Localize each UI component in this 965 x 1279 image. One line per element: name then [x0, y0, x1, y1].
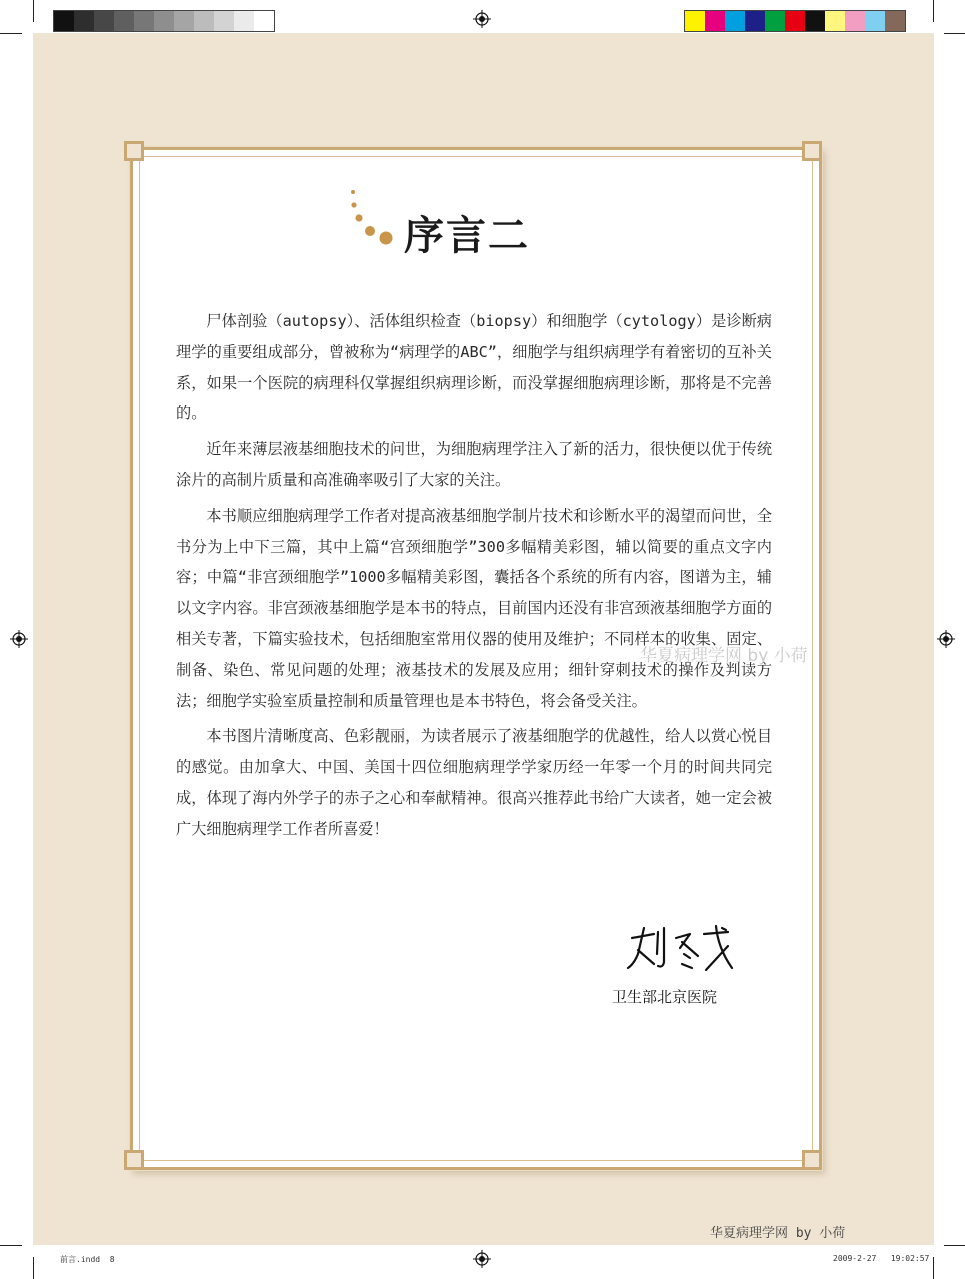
color-swatch: [705, 11, 725, 31]
crop-mark: [933, 1257, 934, 1279]
color-swatch: [745, 11, 765, 31]
paragraph: 近年来薄层液基细胞技术的问世，为细胞病理学注入了新的活力，很快便以优于传统涂片的高制片质量和高准确率吸引了大家的关注。: [176, 440, 772, 489]
color-swatch: [685, 11, 705, 31]
crop-mark: [0, 33, 22, 34]
slug-page: 8: [109, 1255, 115, 1264]
color-swatch: [234, 11, 254, 31]
decorative-dots-icon: [348, 186, 398, 246]
paragraph: 尸体剖验（autopsy）、活体组织检查（biopsy）和细胞学（cytology）是诊断病理学的重要组成部分，曾被称为“病理学的ABC”，细胞学与组织病理学有着密切的互补关系，如果一个医院的病理科仅掌握组织病理诊断，而没掌握细胞病理诊断，那将是不完善的。: [176, 312, 772, 423]
color-swatch: [865, 11, 885, 31]
color-swatch: [134, 11, 154, 31]
color-swatch: [114, 11, 134, 31]
color-swatch: [54, 11, 74, 31]
crop-mark: [944, 33, 965, 34]
frame-corner: [802, 1150, 822, 1170]
color-swatch: [94, 11, 114, 31]
color-swatch: [725, 11, 745, 31]
crop-mark: [933, 0, 934, 22]
color-swatch: [885, 11, 905, 31]
frame-corner: [802, 141, 822, 161]
color-swatch: [765, 11, 785, 31]
page-title: 序言二: [404, 212, 530, 259]
watermark-text: 华夏病理学网 by 小荷: [710, 1226, 846, 1241]
color-swatch: [194, 11, 214, 31]
paragraph: 本书顺应细胞病理学工作者对提高液基细胞学制片技术和诊断水平的渴望而问世，全书分为上中下三篇，其中上篇“宫颈细胞学”300多幅精美彩图，辅以简要的重点文字内容；中篇“非宫颈细胞学”1000多幅精美彩图，囊括各个系统的所有内容，图谱为主，辅以文字内容。非宫颈液基细胞学是本书的特点，目前国内还没有非宫颈液基细胞学方面的相关专著，下篇实验技术，包括细胞室常用仪器的使用及维护；不同样本的收集、固定、制备、染色、常见问题的处理；液基技术的发展及应用；细针穿刺技术的操作及判读方法；细胞学实验室质量控制和质量管理也是本书特色，将会备受关注。: [176, 506, 772, 710]
color-swatch: [74, 11, 94, 31]
watermark-text: 华夏病理学网 by 小荷: [640, 646, 808, 666]
color-swatch: [254, 11, 274, 31]
registration-mark-icon: [10, 630, 28, 648]
signature-affiliation: 卫生部北京医院: [612, 988, 718, 1006]
crop-mark: [0, 1245, 22, 1246]
slug-datetime: [833, 1254, 929, 1263]
registration-mark-icon: [937, 630, 955, 648]
registration-mark-icon: [473, 1250, 491, 1268]
frame-corner: [124, 1150, 144, 1170]
slug-time: 19:02:57: [890, 1254, 930, 1263]
frame-corner: [124, 141, 144, 161]
paragraph: 本书图片清晰度高、色彩靓丽，为读者展示了液基细胞学的优越性，给人以赏心悦目的感觉。由加拿大、中国、美国十四位细胞病理学学家历经一年零一个月的时间共同完成，体现了海内外学子的赤子之心和奉献精神。很高兴推荐此书给广大读者，她一定会被广大细胞病理学工作者所喜爱！: [176, 727, 772, 838]
color-swatch: [785, 11, 805, 31]
color-swatch: [154, 11, 174, 31]
crop-mark: [33, 1257, 34, 1279]
color-swatch: [805, 11, 825, 31]
color-swatch: [845, 11, 865, 31]
preface-body: [176, 306, 772, 850]
slug-file: [60, 1254, 115, 1265]
color-swatch: [214, 11, 234, 31]
crop-mark: [944, 1245, 965, 1246]
slug-date: 2009-2-27: [833, 1254, 877, 1263]
crop-mark: [33, 0, 34, 22]
gray-calibration-bar: [53, 10, 275, 32]
registration-mark-icon: [473, 10, 491, 28]
handwritten-signature: [624, 924, 736, 976]
color-calibration-bar: [684, 10, 906, 32]
color-swatch: [825, 11, 845, 31]
slug-filename: 前言.indd: [60, 1255, 101, 1264]
color-swatch: [174, 11, 194, 31]
